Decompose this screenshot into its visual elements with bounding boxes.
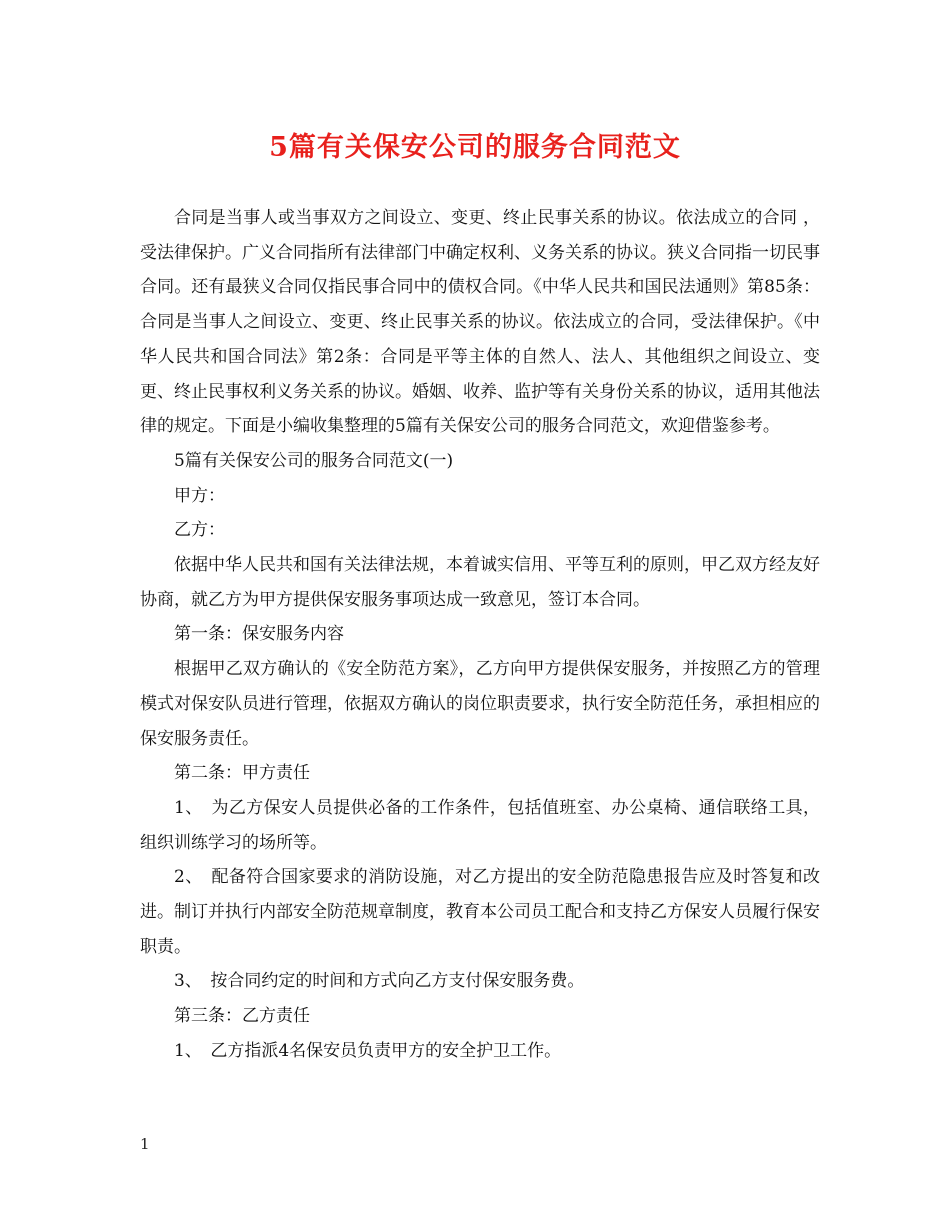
paragraph-article-1-body: 根据甲乙双方确认的《安全防范方案》，乙方向甲方提供保安服务，并按照乙方的管理模式对保安队员进行管理，依据双方确认的岗位职责要求，执行安全防范任务，承担相应的保安服务责任。 <box>140 659 820 749</box>
paragraph-article-2-item-3: 3、 按合同约定的时间和方式向乙方支付保安服务费。 <box>174 971 585 992</box>
paragraph-party-a: 甲方： <box>174 485 225 506</box>
paragraph-article-1-heading: 第一条：保安服务内容 <box>174 624 344 645</box>
paragraph-intro: 合同是当事人或当事双方之间设立、变更、终止民事关系的协议。依法成立的合同 ，受法律保护。广义合同指所有法律部门中确定权利、义务关系的协议。狭义合同指一切民事合同。还有最狭义合同仅指民事合同中的债权合同。《中华人民共和国民法通则》第85条：合同是当事人之间设立、变更、终止民事关系的协议。依法成立的合同，受法律保护。《中华人民共和国合同法》第2条：合同是平等主体的自然人、法人、其他组织之间设立、变更、终止民事权利义务关系的协议。婚姻、收养、监护等有关身份关系的协议，适用其他法律的规定。下面是小编收集整理的5篇有关保安公司的服务合同范文，欢迎借鉴参考。 <box>140 208 820 437</box>
document-title: 5篇有关保安公司的服务合同范文 <box>269 132 681 163</box>
paragraph-article-2-heading: 第二条：甲方责任 <box>174 763 310 784</box>
paragraph-section-heading: 5篇有关保安公司的服务合同范文(一) <box>174 450 454 471</box>
paragraph-article-3-heading: 第三条：乙方责任 <box>174 1006 310 1027</box>
paragraph-article-2-item-2: 2、 配备符合国家要求的消防设施，对乙方提出的安全防范隐患报告应及时答复和改进。制订并执行内部安全防范规章制度，教育本公司员工配合和支持乙方保安人员履行保安职责。 <box>140 867 820 957</box>
page-number: 1 <box>140 1135 150 1153</box>
document-body <box>140 201 820 1069</box>
paragraph-article-2-item-1: 1、 为乙方保安人员提供必备的工作条件，包括值班室、办公桌椅、通信联络工具，组织训练学习的场所等。 <box>140 797 820 853</box>
paragraph-preamble: 依据中华人民共和国有关法律法规，本着诚实信用、平等互利的原则，甲乙双方经友好协商，就乙方为甲方提供保安服务事项达成一致意见，签订本合同。 <box>140 555 820 610</box>
paragraph-article-3-item-1: 1、 乙方指派4名保安员负责甲方的安全护卫工作。 <box>174 1040 562 1061</box>
paragraph-party-b: 乙方： <box>174 520 225 541</box>
